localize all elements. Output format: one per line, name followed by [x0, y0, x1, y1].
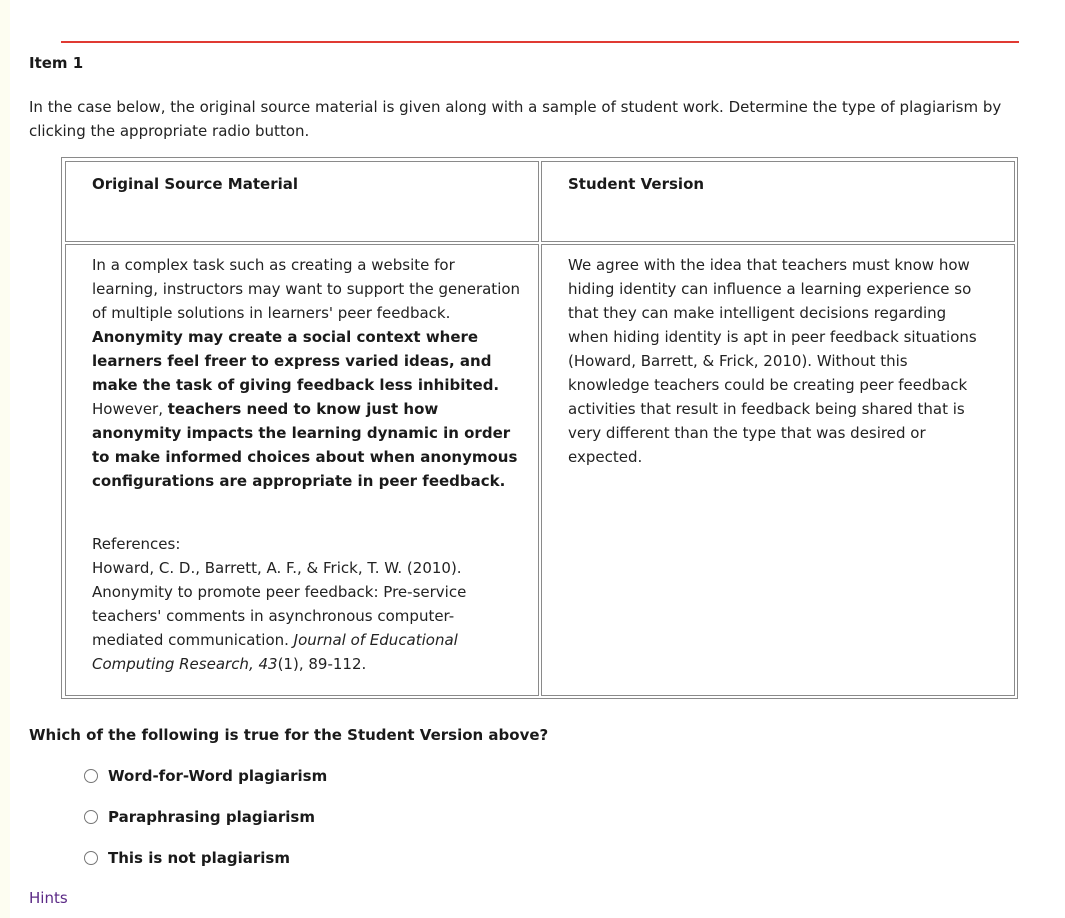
references-label: References:: [92, 535, 181, 553]
radio-button[interactable]: [84, 810, 98, 824]
option-label: Paraphrasing plagiarism: [108, 808, 315, 826]
option-paraphrasing[interactable]: [84, 807, 315, 827]
left-page-strip: [0, 0, 10, 918]
journal-title: Journal of Educational Computing Research, 43: [92, 631, 458, 673]
case-table: [61, 157, 1018, 699]
original-source-header: Original Source Material: [92, 175, 299, 193]
student-version-cell: [541, 244, 1015, 696]
original-source-cell: [65, 244, 539, 696]
original-text-bold-1: Anonymity may create a social context where learners feel freer to express varied ideas, and make the task of giving feedback less inhibited.: [92, 328, 500, 394]
original-text-plain-2: However,: [92, 400, 168, 418]
student-version-text: We agree with the idea that teachers must know how hiding identity can influence a learning experience so that they can make intelligent decisions regarding when hiding identity is apt in peer feedback situations (Howard, Barrett, & Frick, 2010). Without this knowledge teachers could be creating peer feedback activities that result in feedback being shared that is very different than the type that was desired or expected.: [568, 256, 977, 466]
radio-button[interactable]: [84, 769, 98, 783]
student-header-cell: [541, 161, 1015, 242]
option-label: This is not plagiarism: [108, 849, 290, 867]
option-not-plagiarism[interactable]: [84, 848, 290, 868]
option-word-for-word[interactable]: [84, 766, 327, 786]
citation-text: Howard, C. D., Barrett, A. F., & Frick, T. W. (2010). Anonymity to promote peer feedback: Pre-service teachers' comments in asynchronous computer-mediated communication.: [92, 559, 467, 649]
original-source-text: [92, 253, 522, 493]
original-text-bold-2: teachers need to know just how anonymity impacts the learning dynamic in order to make informed choices about when anonymous configurations are appropriate in peer feedback.: [92, 400, 518, 490]
header-divider: [61, 41, 1019, 43]
hints-link[interactable]: Hints: [29, 889, 68, 907]
item-heading: Item 1: [29, 54, 84, 72]
original-text-plain-1: In a complex task such as creating a website for learning, instructors may want to support the generation of multiple solutions in learners' peer feedback.: [92, 256, 521, 322]
question-prompt: Which of the following is true for the Student Version above?: [29, 726, 549, 744]
student-version-header: Student Version: [568, 175, 705, 193]
references-block: [92, 532, 502, 676]
original-header-cell: [65, 161, 539, 242]
citation-end: (1), 89-112.: [277, 655, 367, 673]
instructions-text: In the case below, the original source material is given along with a sample of student work. Determine the type of plagiarism by clicking the appropriate radio button.: [29, 98, 1002, 140]
radio-button[interactable]: [84, 851, 98, 865]
option-label: Word-for-Word plagiarism: [108, 767, 328, 785]
